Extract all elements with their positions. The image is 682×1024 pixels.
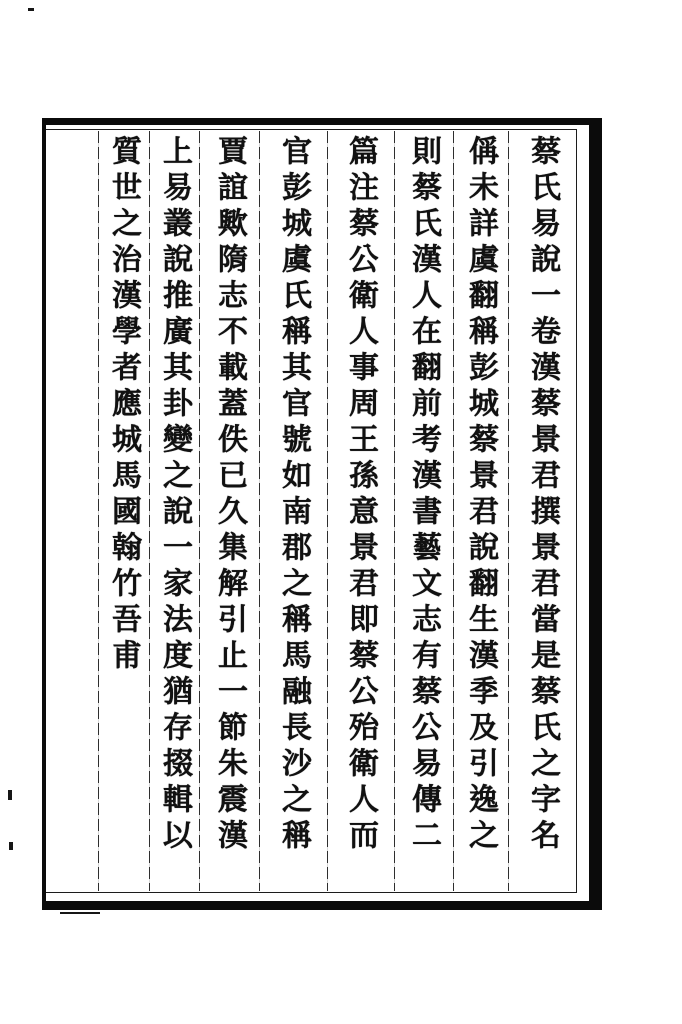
page-border-frame <box>42 118 602 910</box>
column-separator <box>149 131 150 891</box>
column-separator <box>98 131 99 891</box>
column-separator <box>259 131 260 891</box>
column-separator <box>199 131 200 891</box>
text-block <box>47 131 575 891</box>
column-separator <box>508 131 509 891</box>
text-column-2: 偁未詳虞翻稱彭城蔡景君說翻生漢季及引逸之 <box>463 135 498 855</box>
scan-artifact <box>9 842 13 850</box>
text-column-8: 質世之治漢學者應城馬國翰竹吾甫 <box>106 135 141 675</box>
text-column-3: 則蔡氏漢人在翻前考漢書藝文志有蔡公易傳二 <box>406 135 441 855</box>
column-separator <box>327 131 328 891</box>
text-column-6: 賈誼歟隋志不載蓋佚已久集解引止一節朱震漢 <box>212 135 247 855</box>
column-separator <box>453 131 454 891</box>
column-separator <box>394 131 395 891</box>
text-column-7: 上易叢說推廣其卦變之說一家法度猶存掇輯以 <box>157 135 192 855</box>
scan-artifact <box>8 790 12 800</box>
scan-artifact <box>60 912 100 914</box>
text-column-4: 篇注蔡公衛人事周王孫意景君即蔡公殆衛人而 <box>343 135 378 855</box>
inner-border-rule <box>46 129 577 893</box>
scan-artifact <box>28 8 34 11</box>
text-column-5: 官彭城虞氏稱其官號如南郡之稱馬融長沙之稱 <box>276 135 311 855</box>
text-column-1: 蔡氏易說一卷漢蔡景君撰景君當是蔡氏之字名 <box>525 135 560 855</box>
